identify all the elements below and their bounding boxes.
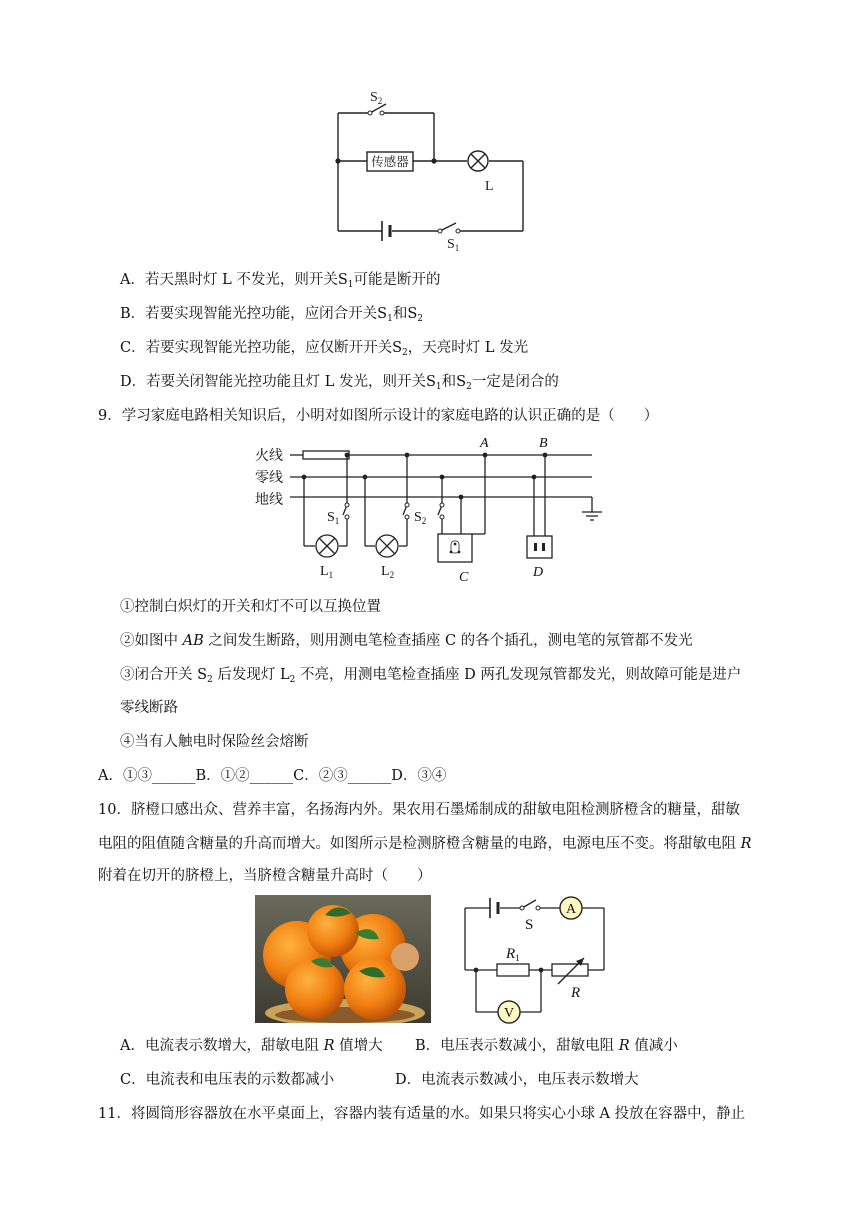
switch-s2-label: $S_2$ [414,510,427,526]
q10-stem-line2: 电阻的阻值随含糖量的升高而增大。如图所示是检测脐橙含糖量的电路，电源电压不变。将甜敏电阻 R [98,836,752,852]
q9-answer-options: A．①③______B．①②______C．②③______D．③④ [98,768,447,784]
q10-stem-line1: 10．脐橙口感出众、营养丰富，名扬海内外。果农用石墨烯制成的甜敏电阻检测脐橙含的糖量，甜敏 [98,802,740,818]
point-a-label: A [480,436,489,451]
q10-option-a: A．电流表示数增大，甜敏电阻 R 值增大 [120,1038,383,1054]
q9-statement-2: ②如图中 AB 之间发生断路，则用测电笔检查插座 C 的各个插孔，测电笔的氖管都不发光 [120,633,693,649]
q8-option-b: B．若要实现智能光控功能，应闭合开关$S_1$和$S_2$ [120,306,423,324]
lamp-l2-label: $L_2$ [381,564,395,580]
ammeter-label: A [565,902,577,917]
q9-statement-1: ①控制白炽灯的开关和灯不可以互换位置 [120,599,381,615]
ground-wire-label: 地线 [255,493,283,508]
socket-c-label: C [459,570,469,585]
resistor-r1-label: $R_1$ [506,946,520,963]
q8-lamp-label: L [485,179,494,194]
socket-d-label: D [533,565,544,580]
q9-household-circuit-diagram [255,430,615,590]
q10-option-c: C．电流表和电压表的示数都减小 [120,1072,335,1088]
q8-option-a: A．若天黑时灯 L 不发光，则开关$S_1$可能是断开的 [120,272,441,290]
q9-statement-3-continued: 零线断路 [120,700,178,716]
q9-stem: 9．学习家庭电路相关知识后，小明对如图所示设计的家庭电路的认识正确的是（ ） [98,408,659,424]
q8-circuit-diagram [330,84,530,254]
sugar-resistor-r-label: R [571,985,581,1001]
q9-statement-4: ④当有人触电时保险丝会熔断 [120,734,309,750]
live-wire-label: 火线 [255,449,283,464]
q8-s2-label: $S_2$ [370,90,383,106]
q10-option-b: B．电压表示数减小，甜敏电阻 R 值减小 [415,1038,678,1054]
q8-sensor-label: 传感器 [371,155,409,169]
q11-stem: 11．将圆筒形容器放在水平桌面上，容器内装有适量的水。如果只将实心小球 A 投放在容器中，静止 [98,1106,746,1122]
q8-option-c: C．若要实现智能光控功能，应仅断开开关$S_2$，天亮时灯 L 发光 [120,340,529,358]
q8-s1-label: $S_1$ [447,237,460,253]
lamp-l1-label: $L_1$ [320,564,334,580]
q10-sugar-detection-circuit [460,892,620,1030]
q10-stem-line3: 附着在切开的脐橙上，当脐橙含糖量升高时（ ） [98,868,432,884]
voltmeter-label: V [503,1006,515,1021]
q9-statement-3: ③闭合开关 $S_2$ 后发现灯 $L_2$ 不亮，用测电笔检查插座 D 两孔发现氖管都发光，则故障可能是进户 [120,667,742,685]
q10-option-d: D．电流表示数减小，电压表示数增大 [395,1072,639,1088]
point-b-label: B [539,436,548,451]
switch-s1-label: $S_1$ [327,510,340,526]
q10-switch-s-label: S [525,917,534,933]
q8-option-d: D．若要关闭智能光控功能且灯 L 发光，则开关$S_1$和$S_2$一定是闭合的 [120,374,559,392]
neutral-wire-label: 零线 [255,471,283,486]
navel-oranges-photo [255,895,431,1023]
